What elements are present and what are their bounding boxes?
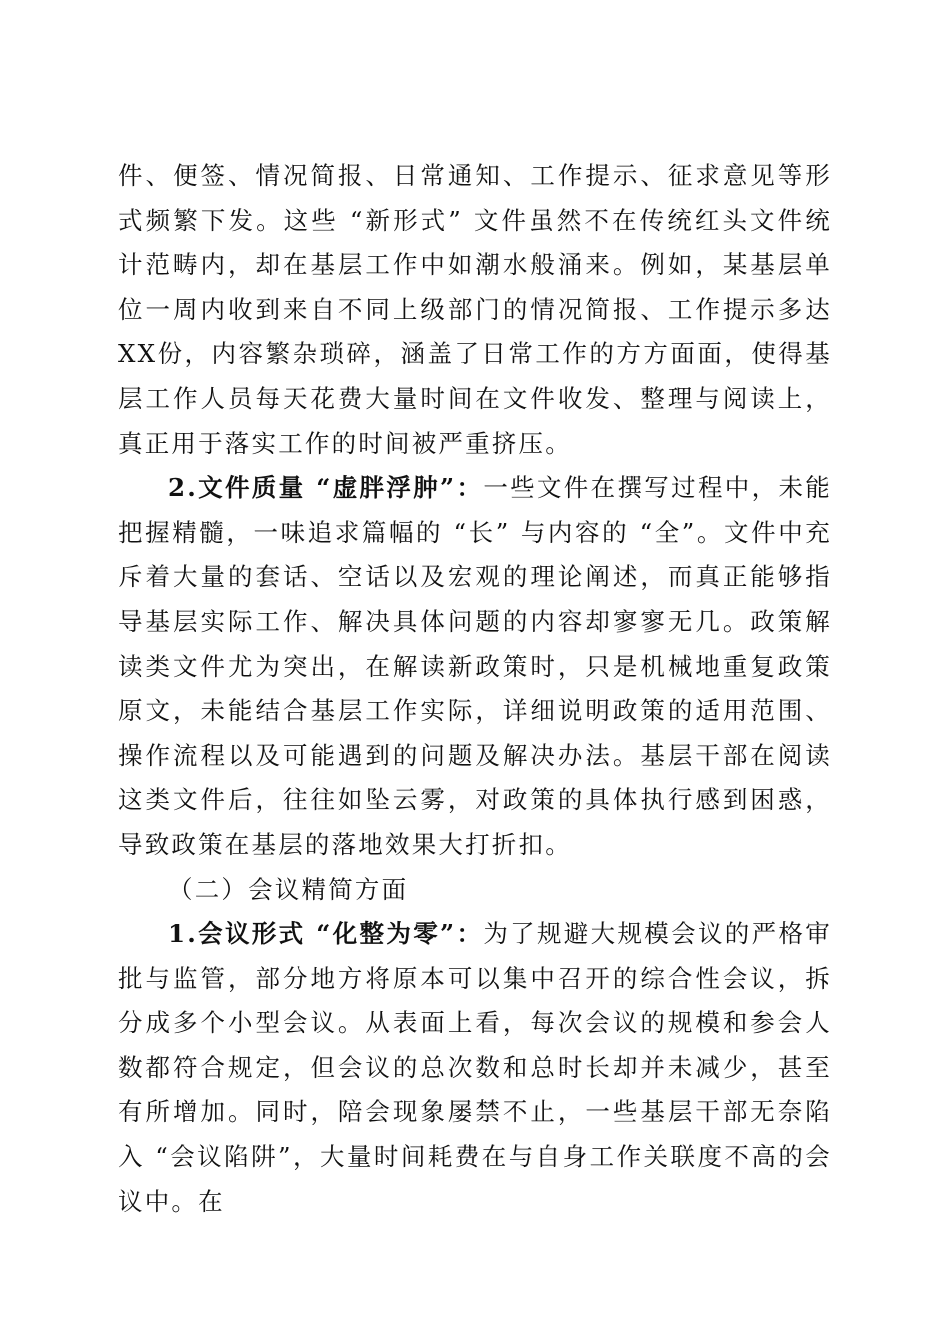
paragraph-text: 为了规避大规模会议的严格审批与监管，部分地方将原本可以集中召开的综合性会议，拆分成多个小型会议。从表面上看，每次会议的规模和参会人数都符合规定，但会议的总次数和总时长却并未减少，甚至有所增加。同时，陪会现象屡禁不止，一些基层干部无奈陷入 “会议陷阱”，大量时间耗费在与自身工作关联度不高的会议中。在 [118,919,832,1216]
section-title-meetings: （二）会议精简方面 [168,874,409,904]
paragraph-lead-heading: 1.会议形式 “化整为零”： [168,919,484,949]
paragraph-text: 件、便签、情况简报、日常通知、工作提示、征求意见等形式频繁下发。这些 “新形式” 文件虽然不在传统红头文件统计范畴内，却在基层工作中如潮水般涌来。例如，某基层单位一周内收到来自不同上级部门的情况简报、工作提示多达 XX份，内容繁杂琐碎，涵盖了日常工作的方方面面，使得基层工作人员每天花费大量时间在文件收发、整理与阅读上，真正用于落实工作的时间被严重挤压。 [118,161,832,458]
paragraph-file-forms [118,154,832,466]
document-page [118,154,832,1224]
paragraph-text: 一些文件在撰写过程中，未能把握精髓，一味追求篇幅的 “长” 与内容的 “全”。文件中充斥着大量的套话、空话以及宏观的理论阐述，而真正能够指导基层实际工作、解决具体问题的内容却寥寥无几。政策解读类文件尤为突出，在解读新政策时，只是机械地重复政策原文，未能结合基层工作实际，详细说明政策的适用范围、操作流程以及可能遇到的问题及解决办法。基层干部在阅读这类文件后，往往如坠云雾，对政策的具体执行感到困惑，导致政策在基层的落地效果大打折扣。 [118,473,832,859]
paragraph-file-quality [118,466,832,867]
paragraph-meeting-forms [118,912,832,1224]
paragraph-lead-heading: 2.文件质量 “虚胖浮肿”： [168,473,484,503]
